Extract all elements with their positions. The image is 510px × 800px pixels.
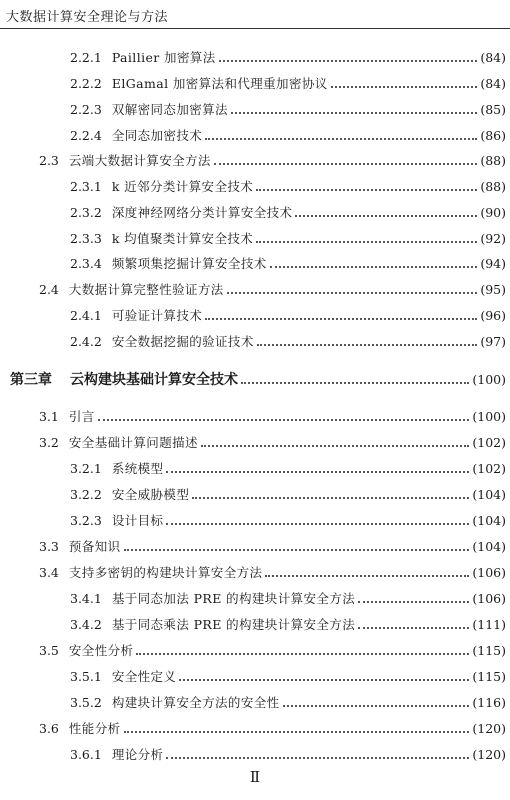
dot-leader (166, 523, 469, 525)
header-divider (0, 28, 510, 29)
toc-entry-title: 基于同态乘法 PRE 的构建块计算安全方法 (111, 617, 356, 632)
toc-entry-title: k 均值聚类计算安全技术 (111, 231, 254, 246)
toc-entry[interactable] (0, 303, 510, 327)
toc-entry[interactable] (0, 430, 510, 454)
toc-entry-number: 3.2.1 (70, 460, 102, 476)
toc-entry-number: 3.6 (39, 720, 59, 736)
toc-entry[interactable] (0, 148, 510, 172)
toc-entry-number: 2.4 (39, 281, 59, 297)
toc-entry-number: 2.4.1 (70, 307, 102, 323)
toc-entry-page: (92) (480, 230, 506, 246)
dot-leader (270, 266, 478, 268)
toc-entry-page: (120) (472, 746, 506, 762)
dot-leader (331, 86, 478, 88)
toc-entry-title: 预备知识 (68, 539, 121, 554)
dot-leader (205, 318, 477, 320)
toc-entry-page: (97) (480, 333, 506, 349)
toc-entry-page: (104) (472, 538, 506, 554)
toc-entry-number: 第三章 (10, 372, 52, 388)
toc-entry-page: (102) (472, 434, 506, 450)
toc-entry-title: Paillier 加密算法 (111, 50, 216, 65)
dot-leader (358, 627, 469, 629)
toc-entry-title: 可验证计算技术 (111, 308, 203, 323)
dot-leader (256, 189, 477, 191)
toc-entry-page: (84) (480, 75, 506, 91)
toc-entry[interactable] (0, 560, 510, 584)
toc-entry-title: 安全威胁模型 (111, 487, 190, 502)
dot-leader (201, 445, 469, 447)
toc-entry-title: k 近邻分类计算安全技术 (111, 179, 254, 194)
toc-entry-number: 2.2.2 (70, 75, 102, 91)
toc-entry-title: 理论分析 (111, 747, 164, 762)
toc-entry-number: 2.3.4 (70, 255, 102, 271)
toc-entry[interactable] (0, 742, 510, 766)
dot-leader (257, 344, 478, 346)
toc-entry-page: (100) (472, 408, 506, 424)
toc-entry[interactable] (0, 534, 510, 558)
toc-entry-title: 云端大数据计算安全方法 (68, 153, 211, 168)
toc-entry[interactable] (0, 277, 510, 301)
toc-entry-title: 设计目标 (111, 513, 164, 528)
toc-chapter-entry[interactable] (0, 367, 510, 391)
toc-entry[interactable] (0, 329, 510, 353)
toc-entry-number: 3.2.3 (70, 512, 102, 528)
toc-entry-title: 支持多密钥的构建块计算安全方法 (68, 565, 263, 580)
dot-leader (227, 292, 478, 294)
dot-leader (283, 705, 470, 707)
toc-entry-title: 全同态加密技术 (111, 128, 203, 143)
toc-entry-number: 2.3.2 (70, 204, 102, 220)
dot-leader (98, 419, 470, 421)
toc-entry[interactable] (0, 586, 510, 610)
toc-entry-page: (102) (472, 460, 506, 476)
toc-entry-title: 安全数据挖掘的验证技术 (111, 334, 254, 349)
toc-entry-number: 3.2 (39, 434, 59, 450)
toc-entry-page: (96) (480, 307, 506, 323)
dot-leader (219, 60, 478, 62)
dot-leader (192, 497, 469, 499)
toc-entry-page: (95) (480, 281, 506, 297)
toc-entry-number: 3.4.2 (70, 616, 102, 632)
toc-entry-title: 频繁项集挖掘计算安全技术 (111, 256, 267, 271)
toc-entry-title: 深度神经网络分类计算安全技术 (111, 205, 293, 220)
toc-entry-number: 3.3 (39, 538, 59, 554)
toc-entry[interactable] (0, 482, 510, 506)
toc-entry-page: (85) (480, 101, 506, 117)
toc-entry-title: 安全性分析 (68, 643, 134, 658)
toc-entry-title: 大数据计算完整性验证方法 (68, 282, 224, 297)
toc-entry[interactable] (0, 251, 510, 275)
toc-entry[interactable] (0, 200, 510, 224)
dot-leader (166, 471, 469, 473)
dot-leader (136, 653, 469, 655)
dot-leader (358, 601, 469, 603)
toc-entry[interactable] (0, 664, 510, 688)
toc-entry-number: 2.2.4 (70, 127, 102, 143)
toc-entry-number: 3.4 (39, 564, 59, 580)
toc-entry-number: 3.6.1 (70, 746, 102, 762)
toc-entry-number: 2.3.3 (70, 230, 102, 246)
toc-entry-page: (88) (480, 152, 506, 168)
dot-leader (214, 163, 478, 165)
toc-entry-page: (94) (480, 255, 506, 271)
dot-leader (166, 757, 469, 759)
toc-entry[interactable] (0, 612, 510, 636)
toc-entry[interactable] (0, 456, 510, 480)
toc-entry-page: (84) (480, 49, 506, 65)
toc-entry-page: (104) (472, 486, 506, 502)
toc-entry-page: (104) (472, 512, 506, 528)
toc-entry-number: 2.2.1 (70, 49, 102, 65)
toc-entry[interactable] (0, 690, 510, 714)
page-number: Ⅱ (249, 768, 261, 786)
dot-leader (231, 112, 477, 114)
toc-entry-number: 2.3 (39, 152, 59, 168)
toc-entry[interactable] (0, 123, 510, 147)
toc-entry-page: (90) (480, 204, 506, 220)
toc-entry-title: 基于同态加法 PRE 的构建块计算安全方法 (111, 591, 356, 606)
toc-entry-page: (106) (472, 590, 506, 606)
toc-entry-number: 2.3.1 (70, 178, 102, 194)
toc-entry-title: 系统模型 (111, 461, 164, 476)
toc-entry-page: (106) (472, 564, 506, 580)
dot-leader (179, 679, 469, 681)
toc-entry[interactable] (0, 71, 510, 95)
toc-entry-title: 安全基础计算问题描述 (68, 435, 198, 450)
toc-entry-page: (88) (480, 178, 506, 194)
toc-entry-page: (120) (472, 720, 506, 736)
toc-entry-page: (111) (472, 616, 506, 632)
toc-entry[interactable] (0, 508, 510, 532)
toc-entry-title: 构建块计算安全方法的安全性 (111, 695, 280, 710)
dot-leader (265, 575, 469, 577)
toc-entry-title: 引言 (68, 409, 95, 424)
dot-leader (241, 382, 469, 384)
toc-entry-number: 3.1 (39, 408, 59, 424)
dot-leader (205, 138, 477, 140)
toc-entry-page: (115) (472, 668, 506, 684)
dot-leader (256, 241, 477, 243)
toc-entry-number: 3.4.1 (70, 590, 102, 606)
dot-leader (295, 215, 477, 217)
dot-leader (124, 731, 470, 733)
toc-entry-title: 安全性定义 (111, 669, 177, 684)
toc-entry-page: (116) (472, 694, 506, 710)
toc-entry[interactable] (0, 174, 510, 198)
toc-entry-title: 云构建块基础计算安全技术 (70, 372, 238, 388)
toc-entry[interactable] (0, 404, 510, 428)
running-header: 大数据计算安全理论与方法 (6, 10, 169, 25)
toc-entry[interactable] (0, 716, 510, 740)
toc-entry-number: 3.5.1 (70, 668, 102, 684)
toc-entry-title: 双解密同态加密算法 (111, 102, 228, 117)
toc-entry-title: ElGamal 加密算法和代理重加密协议 (111, 76, 328, 91)
dot-leader (124, 549, 470, 551)
toc-entry-title: 性能分析 (68, 721, 121, 736)
toc-entry-number: 2.4.2 (70, 333, 102, 349)
toc-entry[interactable] (0, 97, 510, 121)
toc-entry-number: 3.5.2 (70, 694, 102, 710)
toc-entry[interactable] (0, 45, 510, 69)
toc-entry-number: 3.5 (39, 642, 59, 658)
toc-entry-number: 2.2.3 (70, 101, 102, 117)
toc-entry-number: 3.2.2 (70, 486, 102, 502)
toc-entry[interactable] (0, 638, 510, 662)
toc-entry[interactable] (0, 226, 510, 250)
toc-entry-page: (100) (472, 371, 506, 387)
toc-entry-page: (115) (472, 642, 506, 658)
toc-entry-page: (86) (480, 127, 506, 143)
